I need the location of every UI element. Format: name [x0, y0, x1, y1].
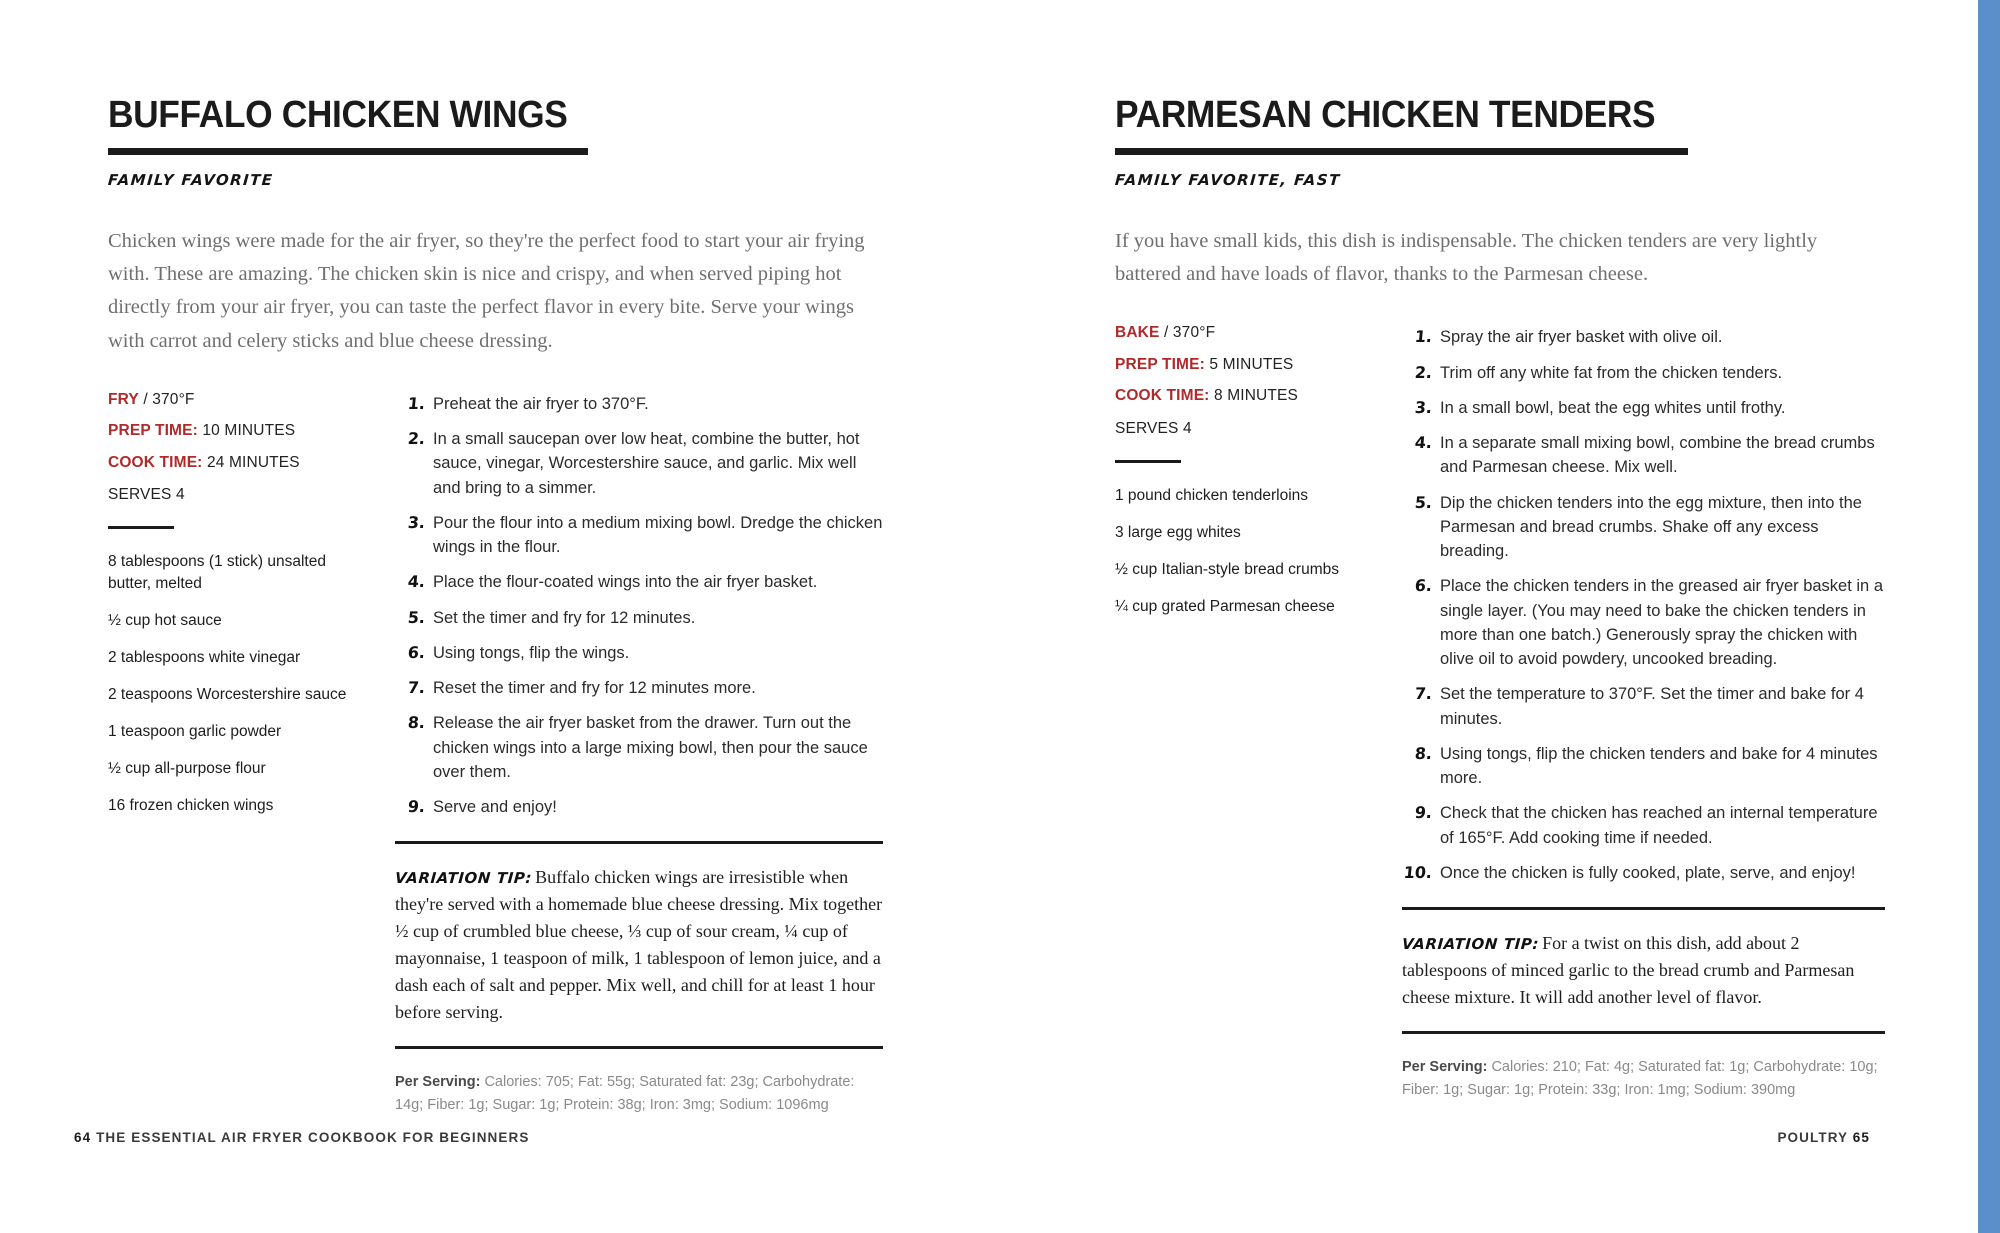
tip-rule-bottom: [1402, 1031, 1885, 1034]
nutrition-values: Calories: 705; Fat: 55g; Saturated fat: 23g; Carbohydrate: 14g; Fiber: 1g; Sugar: 1g; Protein: 38g; Iron: 3mg; Sodium: 1096mg: [395, 1074, 855, 1113]
title-rule: [1115, 148, 1688, 155]
meta-cook-time: [1115, 388, 1365, 404]
step-number: 8.: [1413, 743, 1433, 763]
list-item: ½ cup Italian-style bread crumbs: [1115, 560, 1339, 578]
step-text: Place the flour-coated wings into the air fryer basket.: [433, 573, 818, 592]
meta-prep-label: PREP TIME:: [1115, 355, 1205, 373]
step-text: Trim off any white fat from the chicken tenders.: [1440, 363, 1783, 382]
step-text: Preheat the air fryer to 370°F.: [433, 394, 649, 413]
book-title: THE ESSENTIAL AIR FRYER COOKBOOK FOR BEGINNERS: [96, 1130, 530, 1145]
page-edge-strip: [1978, 0, 2000, 1233]
list-item: 2 tablespoons white vinegar: [108, 649, 301, 667]
list-item: [395, 570, 883, 594]
variation-tip: [1402, 930, 1885, 1011]
recipe-intro: If you have small kids, this dish is indispensable. The chicken tenders are very lightly battered and have loads of flavor, thanks to the Parmesan cheese.: [1115, 230, 1818, 286]
list-item: 1 teaspoon garlic powder: [108, 723, 282, 741]
tip-rule-top: [395, 841, 883, 844]
list-item: [1402, 396, 1885, 420]
step-text: In a small bowl, beat the egg whites until frothy.: [1440, 398, 1786, 417]
meta-prep-time: [1115, 357, 1365, 373]
step-text: Using tongs, flip the chicken tenders and bake for 4 minutes more.: [1440, 744, 1878, 788]
meta-method: [108, 392, 358, 408]
step-text: In a small saucepan over low heat, combine the butter, hot sauce, vinegar, Worcestershire sauce, and garlic. Mix well and bring to a simmer.: [433, 430, 860, 497]
meta-prep-time: [108, 423, 358, 439]
step-number: 8.: [406, 713, 426, 733]
footer-left: [74, 1130, 529, 1145]
list-item: 8 tablespoons (1 stick) unsalted butter, melted: [108, 553, 326, 593]
step-number: 4.: [406, 572, 426, 592]
step-text: Release the air fryer basket from the drawer. Turn out the chicken wings into a large mixing bowl, then pour the sauce over them.: [433, 714, 868, 781]
list-item: 3 large egg whites: [1115, 523, 1241, 541]
ingredients-list: [108, 551, 358, 817]
step-text: Place the chicken tenders in the greased air fryer basket in a single layer. (You may need to bake the chicken tenders in more than one batch.) Generously spray the chicken with olive oil to avoid powdery, uncooked breading.: [1440, 577, 1883, 669]
section-name: POULTRY: [1777, 1130, 1848, 1145]
list-item: [395, 676, 883, 700]
step-number: 5.: [1413, 492, 1433, 512]
meta-cook-value: 8 MINUTES: [1213, 387, 1298, 405]
meta-cook-label: COOK TIME:: [1115, 387, 1210, 405]
list-item: [395, 427, 883, 500]
ingredients-column: [108, 392, 358, 833]
step-number: 3.: [1413, 397, 1433, 417]
title-rule: [108, 148, 588, 155]
list-item: [395, 795, 883, 819]
nutrition-values: Calories: 210; Fat: 4g; Saturated fat: 1g; Carbohydrate: 10g; Fiber: 1g; Sugar: 1g; Protein: 33g; Iron: 1mg; Sodium: 390mg: [1402, 1059, 1878, 1098]
step-number: 2.: [406, 429, 426, 449]
step-number: 6.: [1413, 576, 1433, 596]
step-text: Using tongs, flip the wings.: [433, 643, 630, 662]
step-number: 10.: [1402, 862, 1433, 882]
step-text: Serve and enjoy!: [433, 798, 557, 817]
step-text: Dip the chicken tenders into the egg mixture, then into the Parmesan and bread crumbs. Shake off any excess breading.: [1440, 493, 1862, 561]
list-item: [395, 711, 883, 784]
variation-tip-label: VARIATION TIP:: [1401, 935, 1540, 954]
step-text: In a separate small mixing bowl, combine the bread crumbs and Parmesan cheese. Mix well.: [1440, 434, 1875, 477]
list-item: 16 frozen chicken wings: [108, 797, 274, 815]
step-number: 5.: [406, 607, 426, 627]
step-text: Pour the flour into a medium mixing bowl. Dredge the chicken wings in the flour.: [433, 513, 883, 557]
meta-prep-label: PREP TIME:: [108, 422, 198, 440]
nutrition-info: [395, 1071, 883, 1116]
ingredients-rule: [108, 526, 174, 529]
step-text: Once the chicken is fully cooked, plate, serve, and enjoy!: [1440, 863, 1856, 882]
instructions-list: [1402, 325, 1885, 885]
list-item: [1402, 491, 1885, 564]
meta-prep-value: 10 MINUTES: [202, 422, 296, 440]
step-text: Reset the timer and fry for 12 minutes more.: [433, 679, 756, 698]
list-item: [1402, 682, 1885, 731]
step-number: 2.: [1413, 362, 1433, 382]
step-number: 6.: [406, 642, 426, 662]
meta-prep-value: 5 MINUTES: [1209, 355, 1294, 373]
variation-tip-text: For a twist on this dish, add about 2 tablespoons of minced garlic to the bread crumb and Parmesan cheese mixture. It will add another level of flavor.: [1402, 933, 1855, 1008]
list-item: [395, 606, 883, 630]
meta-method-label: BAKE: [1115, 324, 1160, 342]
variation-tip-text: Buffalo chicken wings are irresistible when they're served with a homemade blue cheese dressing. Mix together ½ cup of crumbled blue cheese, ⅓ cup of sour cream, ¼ cup of mayonnaise, 1 teaspoon of milk, 1 tablespoon of lemon juice, and a dash each of salt and pepper. Mix well, and chill for at least 1 hour before serving.: [395, 867, 883, 1023]
meta-method-value: / 370°F: [143, 390, 195, 408]
step-text: Check that the chicken has reached an internal temperature of 165°F. Add cooking time if needed.: [1440, 804, 1878, 847]
meta-cook-label: COOK TIME:: [108, 453, 203, 471]
step-number: 1.: [406, 393, 426, 413]
recipe-intro: Chicken wings were made for the air fryer, so they're the perfect food to start your air frying with. These are amazing. The chicken skin is nice and crispy, and when served piping hot directly from your air fryer, you can taste the perfect flavor in every bite. Serve your wings with carrot and celery sticks and blue cheese dressing.: [108, 230, 865, 352]
page-number: 64: [74, 1130, 92, 1145]
page-title: BUFFALO CHICKEN WINGS: [108, 94, 568, 136]
step-number: 1.: [1413, 327, 1433, 347]
nutrition-info: [1402, 1056, 1885, 1101]
list-item: [395, 641, 883, 665]
step-number: 4.: [1413, 433, 1433, 453]
instructions-column: [1402, 325, 1885, 1101]
list-item: [1402, 861, 1885, 885]
step-number: 7.: [1413, 684, 1433, 704]
instructions-list: [395, 392, 883, 820]
tip-rule-bottom: [395, 1046, 883, 1049]
step-text: Set the temperature to 370°F. Set the timer and bake for 4 minutes.: [1440, 685, 1864, 728]
list-item: [1402, 801, 1885, 850]
ingredients-list: [1115, 485, 1365, 618]
step-number: 3.: [406, 512, 426, 532]
instructions-column: [395, 392, 883, 1116]
list-item: 1 pound chicken tenderloins: [1115, 486, 1309, 504]
step-number: 7.: [406, 678, 426, 698]
list-item: [1402, 361, 1885, 385]
step-text: Set the timer and fry for 12 minutes.: [433, 608, 696, 627]
list-item: ½ cup hot sauce: [108, 612, 222, 630]
footer-right: [1777, 1130, 1870, 1145]
tip-rule-top: [1402, 907, 1885, 910]
list-item: [1402, 431, 1885, 480]
meta-cook-value: 24 MINUTES: [206, 453, 300, 471]
nutrition-label: Per Serving:: [395, 1074, 481, 1091]
meta-method: [1115, 325, 1365, 341]
recipe-tagline: FAMILY FAVORITE: [107, 171, 274, 189]
page-title: PARMESAN CHICKEN TENDERS: [1115, 94, 1656, 136]
list-item: [395, 392, 883, 416]
list-item: ¼ cup grated Parmesan cheese: [1115, 597, 1335, 615]
meta-method-label: FRY: [108, 390, 139, 408]
meta-serves: SERVES 4: [108, 486, 185, 504]
step-number: 9.: [1413, 803, 1433, 823]
ingredients-column: [1115, 325, 1365, 633]
meta-cook-time: [108, 455, 358, 471]
page-number: 65: [1852, 1130, 1870, 1145]
variation-tip: [395, 864, 883, 1026]
list-item: [1402, 574, 1885, 671]
nutrition-label: Per Serving:: [1402, 1059, 1488, 1076]
recipe-tagline: FAMILY FAVORITE, FAST: [1114, 171, 1342, 189]
page-right: [1000, 0, 1978, 1233]
meta-serves: SERVES 4: [1115, 419, 1192, 437]
list-item: [1402, 325, 1885, 349]
step-number: 9.: [406, 797, 426, 817]
meta-method-value: / 370°F: [1164, 324, 1216, 342]
list-item: 2 teaspoons Worcestershire sauce: [108, 686, 347, 704]
list-item: [395, 511, 883, 560]
ingredients-rule: [1115, 460, 1181, 463]
step-text: Spray the air fryer basket with olive oil.: [1440, 328, 1723, 347]
list-item: ½ cup all-purpose flour: [108, 760, 266, 778]
variation-tip-label: VARIATION TIP:: [394, 869, 533, 888]
list-item: [1402, 742, 1885, 791]
